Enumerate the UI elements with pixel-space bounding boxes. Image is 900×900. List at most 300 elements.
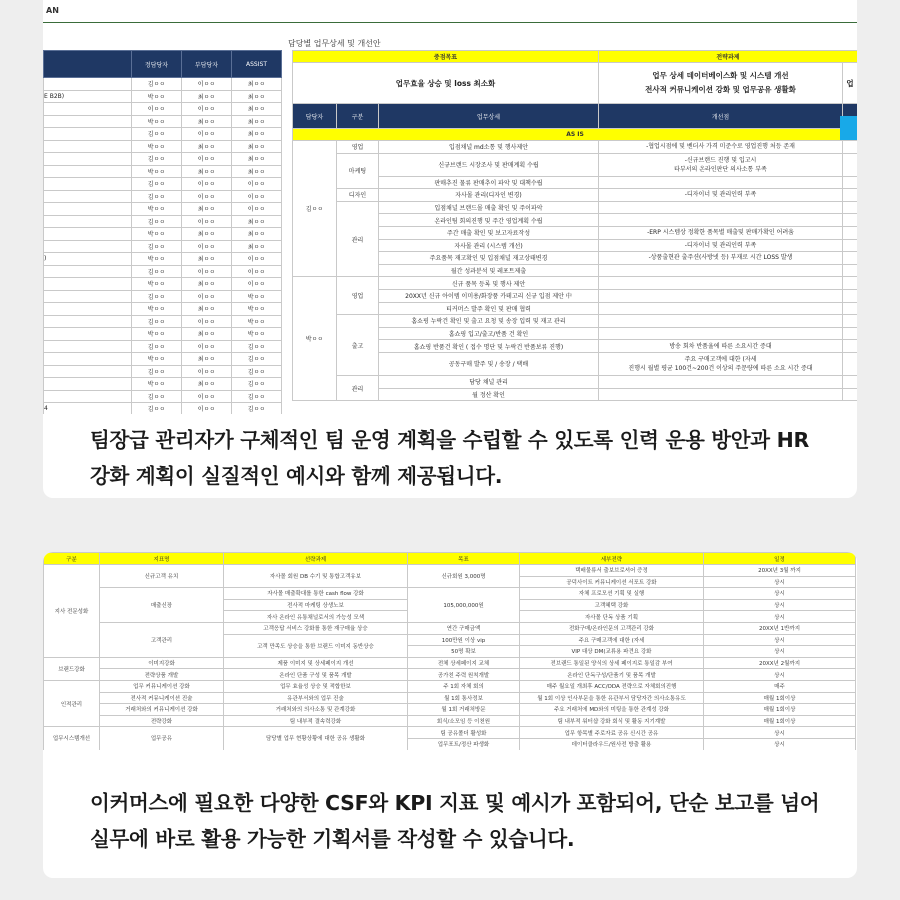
assignee-cell: 최ㅇㅇ xyxy=(182,165,232,178)
assignee-cell: 최ㅇㅇ xyxy=(232,228,282,241)
assignee-cell: 최ㅇㅇ xyxy=(182,90,232,103)
strategy-cell: 전브랜드 통일된 양식의 상세 페이지로 통일감 부여 xyxy=(520,657,704,669)
detail-cell: 신규 품목 등록 및 행사 제안 xyxy=(379,277,599,290)
detail-cell: 온라인팀 회의진행 및 주간 영업계획 수립 xyxy=(379,214,599,227)
improve-cell xyxy=(599,214,843,227)
goal-cell: 50명 확보 xyxy=(408,646,520,658)
goal-cell: 전체 상세페이지 교체 xyxy=(408,657,520,669)
assignee-cell: 최ㅇㅇ xyxy=(232,215,282,228)
edge-cell xyxy=(843,352,857,375)
kpi-col-header: 구분 xyxy=(44,553,100,565)
kpi-row xyxy=(44,680,856,692)
assignee-cell: 최ㅇㅇ xyxy=(182,140,232,153)
assignee-cell: 김ㅇㅇ xyxy=(132,153,182,166)
row-label: E B2B) xyxy=(44,90,132,103)
assignee-cell: 이ㅇㅇ xyxy=(182,240,232,253)
assignee-cell: 박ㅇㅇ xyxy=(132,303,182,316)
row-label xyxy=(44,78,132,91)
category-cell: 마케팅 xyxy=(337,153,379,189)
strategy-cell: 업무 항목별 주로자료 공유 신시간 공유 xyxy=(520,727,704,739)
assignee-row xyxy=(44,403,282,415)
assignee-cell: 김ㅇㅇ xyxy=(132,215,182,228)
category-cell: 관리 xyxy=(337,375,379,400)
assignee-cell: 최ㅇㅇ xyxy=(182,353,232,366)
goal-cell: 100만원 이상 vip xyxy=(408,634,520,646)
assignee-cell: 김ㅇㅇ xyxy=(232,340,282,353)
goal-cell: 공가친 주력 원칙개발 xyxy=(408,669,520,681)
row-label xyxy=(44,340,132,353)
assignee-row xyxy=(44,178,282,191)
edge-cell xyxy=(843,340,857,353)
assignee-row xyxy=(44,153,282,166)
goal-header: 중점목표 xyxy=(293,51,599,63)
assignee-cell: 이ㅇㅇ xyxy=(232,203,282,216)
task-cell: 자사 온라인 유통채널로서의 가능성 모색 xyxy=(224,611,408,623)
detail-cell: 입점채널 md소통 및 행사제안 xyxy=(379,141,599,154)
kpi-col-header: 일정 xyxy=(704,553,856,565)
kpi-row xyxy=(44,715,856,727)
assignee-cell: 박ㅇㅇ xyxy=(132,90,182,103)
detail-cell: 신규브랜드 시장조사 및 판매계획 수립 xyxy=(379,153,599,176)
assignee-row xyxy=(44,253,282,266)
assignee-cell: 이ㅇㅇ xyxy=(182,103,232,116)
assignee-cell: 이ㅇㅇ xyxy=(182,153,232,166)
edge-cell xyxy=(843,201,857,214)
kpi-name-cell: 매출신장 xyxy=(100,588,224,623)
assignee-cell: 최ㅇㅇ xyxy=(182,115,232,128)
detail-cell: 자사몰 관리 (시스템 개선) xyxy=(379,239,599,252)
duty-row xyxy=(293,189,858,202)
strategy-text xyxy=(599,63,843,104)
row-label xyxy=(44,265,132,278)
spreadsheet-preview-duty-details xyxy=(43,0,857,414)
detail-cell: 자사몰 관리(디자인 변경) xyxy=(379,189,599,202)
assignee-cell: 김ㅇㅇ xyxy=(132,403,182,415)
strategy-cell: 데이터클라우드/원사전 방출 활용 xyxy=(520,738,704,750)
edge-cell xyxy=(843,388,857,401)
assignee-cell: 최ㅇㅇ xyxy=(232,128,282,141)
duty-row xyxy=(293,375,858,388)
goal-cell: 업무포트/정산 파생화 xyxy=(408,738,520,750)
assignee-cell: 최ㅇㅇ xyxy=(232,240,282,253)
assignee-cell: 최ㅇㅇ xyxy=(182,253,232,266)
assignee-row xyxy=(44,90,282,103)
schedule-cell: 매주 xyxy=(704,680,856,692)
improve-cell: 방송 회차 반품율에 따른 소요시간 증대 xyxy=(599,340,843,353)
edge-cell xyxy=(843,189,857,202)
detail-cell: 판매추진 물류 판매추이 파악 및 대책수립 xyxy=(379,176,599,189)
goal-cell: 신규회원 3,000명 xyxy=(408,565,520,588)
assignee-cell: 이ㅇㅇ xyxy=(182,78,232,91)
schedule-cell: 상시 xyxy=(704,576,856,588)
goal-cell: 주 1회 자체 회의 xyxy=(408,680,520,692)
task-cell: 전사적 마케팅 상생노보 xyxy=(224,599,408,611)
row-label xyxy=(44,178,132,191)
improve-cell xyxy=(599,289,843,302)
row-label xyxy=(44,115,132,128)
detail-cell: 월 정산 확인 xyxy=(379,388,599,401)
assignee-cell: 이ㅇㅇ xyxy=(132,103,182,116)
schedule-cell: 상시 xyxy=(704,727,856,739)
assignee-row xyxy=(44,315,282,328)
assignee-row xyxy=(44,353,282,366)
task-cell: 유관부서와의 업무 진술 xyxy=(224,692,408,704)
row-label xyxy=(44,190,132,203)
strategy-line-1: 업무 상세 데이터베이스화 및 시스템 개선 xyxy=(652,71,789,80)
row-label xyxy=(44,140,132,153)
schedule-cell: 상시 xyxy=(704,669,856,681)
goal-cell: 월 1회 통사정보 xyxy=(408,692,520,704)
row-label xyxy=(44,278,132,291)
category-cell: 영업 xyxy=(337,141,379,154)
assignee-cell: 최ㅇㅇ xyxy=(232,153,282,166)
schedule-cell: 상시 xyxy=(704,611,856,623)
assignee-row xyxy=(44,303,282,316)
assignee-cell: 김ㅇㅇ xyxy=(232,378,282,391)
kpi-col-header: 목표 xyxy=(408,553,520,565)
improve-cell xyxy=(599,388,843,401)
edge-cell xyxy=(843,153,857,176)
schedule-cell: 상시 xyxy=(704,646,856,658)
kpi-col-header: 지표명 xyxy=(100,553,224,565)
assignee-cell: 이ㅇㅇ xyxy=(232,178,282,191)
edge-cell xyxy=(843,239,857,252)
assignee-cell: 김ㅇㅇ xyxy=(132,265,182,278)
assignee-cell: 김ㅇㅇ xyxy=(232,403,282,415)
assignee-cell: 박ㅇㅇ xyxy=(132,253,182,266)
strategy-cell: 온라인 단독구성/단품기 및 품목 개발 xyxy=(520,669,704,681)
assignee-cell: 최ㅇㅇ xyxy=(232,78,282,91)
kpi-row xyxy=(44,622,856,634)
kpi-name-cell: 거래처와의 커뮤니케이션 강화 xyxy=(100,704,224,716)
strategy-cell: 주요 거래처에 MD와의 미팅을 통한 관계성 강화 xyxy=(520,704,704,716)
sheet-title-right: 담당별 업무상세 및 개선안 xyxy=(288,39,381,48)
assignee-cell: 이ㅇㅇ xyxy=(182,178,232,191)
kpi-row xyxy=(44,657,856,669)
strategy-cell: 전화구매/온라인문의 고객관리 강화 xyxy=(520,622,704,634)
assignee-row xyxy=(44,203,282,216)
detail-cell: 20XX년 신규 아이템 이미용/화장품 카테고리 신규 입점 제안 中 xyxy=(379,289,599,302)
row-label xyxy=(44,303,132,316)
assignee-cell: 박ㅇㅇ xyxy=(232,328,282,341)
assignee-row xyxy=(44,365,282,378)
sheet-title-bar xyxy=(43,0,857,23)
improve-cell xyxy=(599,302,843,315)
assignee-row xyxy=(44,140,282,153)
task-cell: 고객 만족도 상승을 통한 브랜드 이미지 동반상승 xyxy=(224,634,408,657)
assignee-cell: 이ㅇㅇ xyxy=(182,365,232,378)
kpi-name-cell: 업무공유 xyxy=(100,727,224,750)
strategy-cell: 자사몰 단독 상품 기획 xyxy=(520,611,704,623)
schedule-cell: 상시 xyxy=(704,738,856,750)
assignee-cell: 김ㅇㅇ xyxy=(232,365,282,378)
kpi-row xyxy=(44,692,856,704)
sheet-title-left: AN xyxy=(46,6,59,15)
kpi-row xyxy=(44,727,856,739)
group-cell: 인적관리 xyxy=(44,680,100,726)
row-label xyxy=(44,165,132,178)
assignee-cell: 박ㅇㅇ xyxy=(132,115,182,128)
improve-cell: -디자이너 및 관리인력 부족 xyxy=(599,239,843,252)
duty-row xyxy=(293,141,858,154)
improve-cell xyxy=(599,327,843,340)
assignee-cell: 이ㅇㅇ xyxy=(182,128,232,141)
detail-cell: 주요품목 재고확인 및 입점채널 재고상태변경 xyxy=(379,252,599,265)
schedule-cell: 상시 xyxy=(704,634,856,646)
row-label xyxy=(44,328,132,341)
task-cell: 거래처와의 의사소통 및 관계강화 xyxy=(224,704,408,716)
group-cell: 업무시스템개선 xyxy=(44,727,100,750)
assignee-cell: 이ㅇㅇ xyxy=(182,215,232,228)
assignee-cell: 김ㅇㅇ xyxy=(132,178,182,191)
improve-cell xyxy=(599,315,843,328)
row-label xyxy=(44,128,132,141)
strategy-header: 전략과제 xyxy=(599,51,857,63)
assignee-cell: 이ㅇㅇ xyxy=(182,265,232,278)
col-header-detail: 업무상세 xyxy=(379,104,599,129)
strategy-cell: 자체 프로모션 기획 및 실행 xyxy=(520,588,704,600)
kpi-name-cell: 신규고객 유치 xyxy=(100,565,224,588)
assignee-cell: 이ㅇㅇ xyxy=(232,265,282,278)
assignee-cell: 김ㅇㅇ xyxy=(232,390,282,403)
assignee-row xyxy=(44,228,282,241)
improve-cell: -협업시점에 및 벤더사 가격 미준수로 영업진행 처등 존재 xyxy=(599,141,843,154)
edge-cell xyxy=(843,252,857,265)
edge-cell xyxy=(843,289,857,302)
assignee-row xyxy=(44,378,282,391)
assignee-row xyxy=(44,78,282,91)
improve-cell xyxy=(599,176,843,189)
assignee-row xyxy=(44,278,282,291)
screenshot-card-top xyxy=(43,0,857,498)
improve-cell: 주요 구매고객에 대한 (자세 진행시 월별 평균 100건~200건 이상의 주문량에 따른 소요 시간 증대 xyxy=(599,352,843,375)
schedule-cell: 매월 1회이상 xyxy=(704,715,856,727)
screenshot-card-bottom xyxy=(43,552,857,878)
kpi-row xyxy=(44,704,856,716)
assignee-row xyxy=(44,290,282,303)
detail-cell: 입점채널 브랜드몰 매출 확인 및 주이파악 xyxy=(379,201,599,214)
row-label xyxy=(44,215,132,228)
detail-cell: 티커머스 발주 확인 및 판매 협력 xyxy=(379,302,599,315)
assignee-cell: 최ㅇㅇ xyxy=(182,228,232,241)
kpi-col-header: 세부전략 xyxy=(520,553,704,565)
duty-row xyxy=(293,315,858,328)
left-col-header xyxy=(44,51,132,78)
improve-cell xyxy=(599,201,843,214)
assignee-cell: 최ㅇㅇ xyxy=(182,328,232,341)
improve-cell: -ERP 시스템상 정확한 품목별 매출및 판매가확인 어려움 xyxy=(599,226,843,239)
edge-cell xyxy=(843,302,857,315)
assignee-cell: 최ㅇㅇ xyxy=(182,378,232,391)
assignee-row xyxy=(44,215,282,228)
assignee-cell: 김ㅇㅇ xyxy=(132,365,182,378)
improve-cell: -상품출현관 출주션(사방넷 등) 부재로 시간 LOSS 발생 xyxy=(599,252,843,265)
col-header-improve: 개선점 xyxy=(599,104,843,129)
edge-cell xyxy=(843,277,857,290)
assignee-cell: 박ㅇㅇ xyxy=(232,315,282,328)
assignee-row xyxy=(44,128,282,141)
duty-row xyxy=(293,277,858,290)
row-label xyxy=(44,103,132,116)
duty-detail-table xyxy=(292,50,857,401)
kpi-row xyxy=(44,565,856,577)
assignee-cell: 박ㅇㅇ xyxy=(232,290,282,303)
caption-top: 팀장급 관리자가 구체적인 팀 운영 계획을 수립할 수 있도록 인력 운용 방안과 HR 강화 계획이 실질적인 예시와 함께 제공됩니다. xyxy=(90,428,809,488)
task-cell: 업무 효율성 상승 및 적합한보 xyxy=(224,680,408,692)
strategy-cell: 팀 내부적 워터샵 강화 회식 및 활동 지기계발 xyxy=(520,715,704,727)
schedule-cell: 상시 xyxy=(704,588,856,600)
schedule-cell: 20XX년 2월까지 xyxy=(704,657,856,669)
row-label: 4 xyxy=(44,403,132,415)
row-label xyxy=(44,290,132,303)
goal-cell: 105,000,000원 xyxy=(408,588,520,623)
edge-cell xyxy=(843,315,857,328)
improve-cell: -디자이너 및 관리인력 부족 xyxy=(599,189,843,202)
edge-cell xyxy=(843,327,857,340)
category-cell: 출고 xyxy=(337,315,379,376)
detail-cell: 홈쇼핑 반품건 확인 ( 접수 명단 및 누락건 반품보류 진행) xyxy=(379,340,599,353)
col-header-category: 구분 xyxy=(337,104,379,129)
task-cell: 팀 내부적 결속력강화 xyxy=(224,715,408,727)
kpi-name-cell: 전략상품 개발 xyxy=(100,669,224,681)
assignee-cell: 이ㅇㅇ xyxy=(182,290,232,303)
assignee-row xyxy=(44,115,282,128)
detail-cell: 담당 채널 관리 xyxy=(379,375,599,388)
assignee-cell: 최ㅇㅇ xyxy=(232,140,282,153)
kpi-name-cell: 이미지강화 xyxy=(100,657,224,669)
row-label xyxy=(44,240,132,253)
kpi-col-header: 선략과제 xyxy=(224,553,408,565)
edge-cell xyxy=(843,264,857,277)
goal-cell: 회식/소모임 등 이천원 xyxy=(408,715,520,727)
schedule-cell: 20XX년 3월 까지 xyxy=(704,565,856,577)
strategy-cell: 공덕사이트 커뮤니케이션 서포트 강화 xyxy=(520,576,704,588)
assignee-cell: 박ㅇㅇ xyxy=(132,228,182,241)
assignee-cell: 박ㅇㅇ xyxy=(132,203,182,216)
edge-text: 업 xyxy=(843,63,857,104)
assignee-cell: 김ㅇㅇ xyxy=(132,78,182,91)
kpi-name-cell: 업무 커뮤니케이션 강화 xyxy=(100,680,224,692)
detail-cell: 월간 성과분석 및 레포트제출 xyxy=(379,264,599,277)
assignee-cell: 박ㅇㅇ xyxy=(132,140,182,153)
assignee-cell: 김ㅇㅇ xyxy=(232,353,282,366)
edge-cell xyxy=(843,176,857,189)
goal-text: 업무효율 상승 및 loss 최소화 xyxy=(293,63,599,104)
assignee-cell: 김ㅇㅇ xyxy=(132,290,182,303)
assignee-cell: 이ㅇㅇ xyxy=(182,340,232,353)
assignee-cell: 최ㅇㅇ xyxy=(182,203,232,216)
assignee-cell: 최ㅇㅇ xyxy=(232,115,282,128)
edge-cell xyxy=(843,375,857,388)
strategy-line-2: 전사적 커뮤니케이션 강화 및 업무공유 생활화 xyxy=(645,85,796,94)
edge-cell xyxy=(843,214,857,227)
assignee-row xyxy=(44,103,282,116)
detail-cell: 홈쇼핑 누락건 확인 및 출고 요청 및 송장 입력 및 재고 관리 xyxy=(379,315,599,328)
assignee-cell: 이ㅇㅇ xyxy=(232,278,282,291)
task-cell: 제품 이미지 및 상세페이지 개선 xyxy=(224,657,408,669)
assignee-cell: 박ㅇㅇ xyxy=(132,378,182,391)
category-cell: 디자인 xyxy=(337,189,379,202)
assignee-row xyxy=(44,240,282,253)
spreadsheet-preview-kpi xyxy=(43,552,857,750)
row-label xyxy=(44,153,132,166)
category-cell: 영업 xyxy=(337,277,379,315)
assignee-cell: 최ㅇㅇ xyxy=(232,90,282,103)
strategy-cell: VIP 대상 DM(교류용 파견요 강화 xyxy=(520,646,704,658)
improve-cell xyxy=(599,277,843,290)
assignee-cell: 최ㅇㅇ xyxy=(182,303,232,316)
strategy-cell: 매주 월요일 개최후 ACC/ODA 전략으로 자체회의진행 xyxy=(520,680,704,692)
detail-cell: 공동구매 발주 및 / 송장 / 택배 xyxy=(379,352,599,375)
detail-cell: 주간 매출 확인 및 보고자료작성 xyxy=(379,226,599,239)
group-cell: 지사 전문성화 xyxy=(44,565,100,658)
assignee-cell: 이ㅇㅇ xyxy=(232,190,282,203)
assignee-cell: 최ㅇㅇ xyxy=(232,103,282,116)
assignee-row xyxy=(44,165,282,178)
improve-cell xyxy=(599,264,843,277)
task-cell: 온라인 단품 구성 및 품목 개발 xyxy=(224,669,408,681)
edge-cell xyxy=(843,226,857,239)
row-label xyxy=(44,228,132,241)
assignee-cell: 이ㅇㅇ xyxy=(182,315,232,328)
left-col-header: 부담당자 xyxy=(182,51,232,78)
assignee-cell: 김ㅇㅇ xyxy=(132,240,182,253)
assignee-row xyxy=(44,190,282,203)
assignee-cell: 박ㅇㅇ xyxy=(132,353,182,366)
assignee-row xyxy=(44,265,282,278)
schedule-cell: 매월 1회이상 xyxy=(704,704,856,716)
col-header-owner: 담당자 xyxy=(293,104,337,129)
schedule-cell: 상시 xyxy=(704,599,856,611)
assignee-cell: 이ㅇㅇ xyxy=(182,403,232,415)
task-cell: 자사몰 회원 DB 수기 및 통합고객유보 xyxy=(224,565,408,588)
improve-cell xyxy=(599,375,843,388)
row-label xyxy=(44,365,132,378)
row-label xyxy=(44,353,132,366)
assignee-cell: 박ㅇㅇ xyxy=(132,165,182,178)
detail-cell: 홈쇼핑 입고/출고/반품 건 확인 xyxy=(379,327,599,340)
assignee-row xyxy=(44,390,282,403)
kpi-name-cell: 고객관리 xyxy=(100,622,224,657)
assignee-cell: 이ㅇㅇ xyxy=(182,190,232,203)
assignee-cell: 이ㅇㅇ xyxy=(232,253,282,266)
improve-cell: -신규브랜드 진행 및 입고시 타부서의 온라인판단 의사소통 부족 xyxy=(599,153,843,176)
kpi-name-cell: 전사적 커뮤니케이션 진술 xyxy=(100,692,224,704)
task-cell: 담당별 업무 현황상황에 대한 공유 생활화 xyxy=(224,727,408,750)
assignee-cell: 박ㅇㅇ xyxy=(232,303,282,316)
category-cell: 관리 xyxy=(337,201,379,277)
assignee-cell: 박ㅇㅇ xyxy=(132,278,182,291)
goal-cell: 연간 구매금액 xyxy=(408,622,520,634)
row-label xyxy=(44,315,132,328)
assignee-row xyxy=(44,340,282,353)
assignee-row xyxy=(44,328,282,341)
selection-highlight xyxy=(840,116,857,140)
edge-cell xyxy=(843,141,857,154)
kpi-row xyxy=(44,669,856,681)
row-label xyxy=(44,390,132,403)
row-label xyxy=(44,378,132,391)
owner-cell: 김ㅇㅇ xyxy=(293,141,337,277)
owner-cell: 박ㅇㅇ xyxy=(293,277,337,401)
assignee-cell: 김ㅇㅇ xyxy=(132,315,182,328)
goal-cell: 팀 공유폴더 활성화 xyxy=(408,727,520,739)
strategy-cell: 주요 구매고객에 대한 (자세 xyxy=(520,634,704,646)
task-cell: 고객응답 서비스 강화를 통한 재구매율 상승 xyxy=(224,622,408,634)
strategy-cell: 고객혜택 강화 xyxy=(520,599,704,611)
assignee-cell: 김ㅇㅇ xyxy=(132,340,182,353)
duty-row xyxy=(293,201,858,214)
